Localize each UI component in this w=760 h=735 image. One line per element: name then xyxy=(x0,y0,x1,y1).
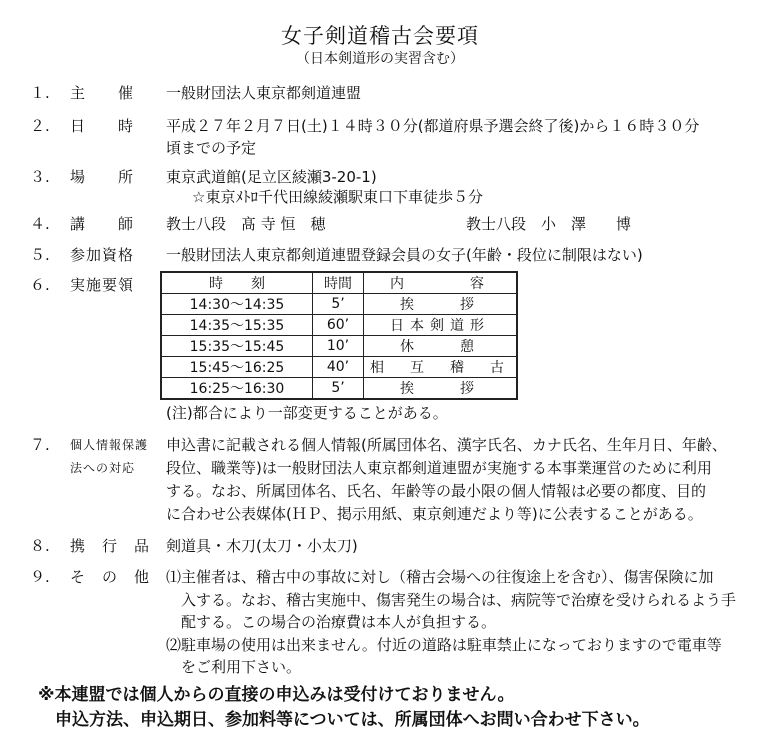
schedule-header-row xyxy=(161,272,517,294)
schedule-time: 14:30～14:35 xyxy=(161,294,313,315)
other-text-line: 入する。なお、稽古実施中、傷害発生の場合は、病院等で治療を受けられるよう手 xyxy=(166,591,737,609)
privacy-text-line: 申込書に記載される個人情報(所属団体名、漢字氏名、カナ氏名、生年月日、年齢、 xyxy=(166,436,727,454)
document-subtitle: （日本剣道形の実習含む） xyxy=(296,51,464,67)
schedule-row xyxy=(161,378,517,400)
other-text-line: ⑴主催者は、稽古中の事故に対し（稽古会場への往復途上を含む）、傷害保険に加 xyxy=(166,568,714,586)
item-label-privacy-line: 個人情報保護 xyxy=(70,438,149,452)
item-value-venue-access: ☆東京ﾒﾄﾛ千代田線綾瀬駅東口下車徒歩５分 xyxy=(192,188,483,206)
item-label-procedure: 実施要領 xyxy=(70,276,135,294)
schedule-row xyxy=(161,357,517,378)
schedule-content: 日本剣道形 xyxy=(364,315,518,336)
privacy-text-line: に合わせ公表媒体(ＨＰ、掲示用紙、東京剣連だより等)に公表することがある。 xyxy=(166,505,703,523)
item-label-other: そ の 他 xyxy=(70,568,151,586)
item-value-organizer: 一般財団法人東京都剣道連盟 xyxy=(166,84,362,102)
footer-notice: 申込方法、申込期日、参加料等については、所属団体へお問い合わせ下さい。 xyxy=(38,710,650,730)
schedule-row xyxy=(161,294,517,315)
schedule-duration: 5’ xyxy=(313,294,364,315)
schedule-duration: 10’ xyxy=(313,336,364,357)
other-text-line: 配する。この場合の治療費は本人が負担する。 xyxy=(166,613,497,631)
schedule-time: 14:35～15:35 xyxy=(161,315,313,336)
footer-notice: ※本連盟では個人からの直接の申込みは受付けておりません。 xyxy=(38,685,515,705)
item-number: ９. xyxy=(30,568,50,586)
item-label-eligibility: 参加資格 xyxy=(70,246,135,264)
schedule-content: 相 互 稽 古 xyxy=(364,357,518,378)
item-value-datetime-line: 頃までの予定 xyxy=(166,139,257,157)
instructor-2: 教士八段 小 澤 博 xyxy=(466,215,632,233)
schedule-duration: 5’ xyxy=(313,378,364,400)
item-number: ５. xyxy=(30,246,50,264)
schedule-content: 挨 拶 xyxy=(364,378,518,400)
item-number: ８. xyxy=(30,537,50,555)
other-text-line: をご利用下さい。 xyxy=(166,658,302,676)
item-label-equipment: 携 行 品 xyxy=(70,537,151,555)
other-text-line: ⑵駐車場の使用は出来ません。付近の道路は駐車禁止になっておりますので電車等 xyxy=(166,636,722,654)
item-label-venue: 場 所 xyxy=(70,168,135,186)
item-label-datetime: 日 時 xyxy=(70,117,135,135)
item-label-privacy-line: 法への対応 xyxy=(70,461,136,475)
schedule-note: (注)都合により一部変更することがある。 xyxy=(166,404,448,422)
schedule-row xyxy=(161,336,517,357)
privacy-text-line: する。なお、所属団体名、氏名、年齢等の最小限の個人情報は必要の都度、目的 xyxy=(166,482,707,500)
schedule-header-time: 時 刻 xyxy=(161,272,313,294)
item-number: ２. xyxy=(30,117,50,135)
item-label-organizer: 主 催 xyxy=(70,84,135,102)
privacy-text-line: 段位、職業等)は一般財団法人東京都剣道連盟が実施する本事業運営のために利用 xyxy=(166,459,712,477)
schedule-header-duration: 時間 xyxy=(313,272,364,294)
schedule-content: 挨 拶 xyxy=(364,294,518,315)
schedule-table xyxy=(160,271,518,400)
document-title: 女子剣道稽古会要項 xyxy=(281,24,479,48)
schedule-row xyxy=(161,315,517,336)
instructor-1: 教士八段 髙 寺 恒 穂 xyxy=(166,215,326,233)
item-number: ７. xyxy=(30,436,50,454)
item-value-venue-line: 東京武道館(足立区綾瀬3-20-1) xyxy=(166,168,377,186)
item-value-eligibility: 一般財団法人東京都剣道連盟登録会員の女子(年齢・段位に制限はない) xyxy=(166,246,643,264)
schedule-duration: 40’ xyxy=(313,357,364,378)
schedule-time: 15:35～15:45 xyxy=(161,336,313,357)
schedule-header-content: 内 容 xyxy=(364,272,518,294)
item-label-instructors: 講 師 xyxy=(70,215,135,233)
item-number: ６. xyxy=(30,276,50,294)
item-value-equipment: 剣道具・木刀(太刀・小太刀) xyxy=(166,537,358,555)
item-number: ４. xyxy=(30,215,50,233)
item-number: ３. xyxy=(30,168,50,186)
item-number: １. xyxy=(30,84,50,102)
schedule-time: 16:25～16:30 xyxy=(161,378,313,400)
schedule-content: 休 憩 xyxy=(364,336,518,357)
schedule-time: 15:45～16:25 xyxy=(161,357,313,378)
schedule-duration: 60’ xyxy=(313,315,364,336)
item-value-datetime-line: 平成２７年２月７日(土)１４時３０分(都道府県予選会終了後)から１６時３０分 xyxy=(166,117,700,135)
